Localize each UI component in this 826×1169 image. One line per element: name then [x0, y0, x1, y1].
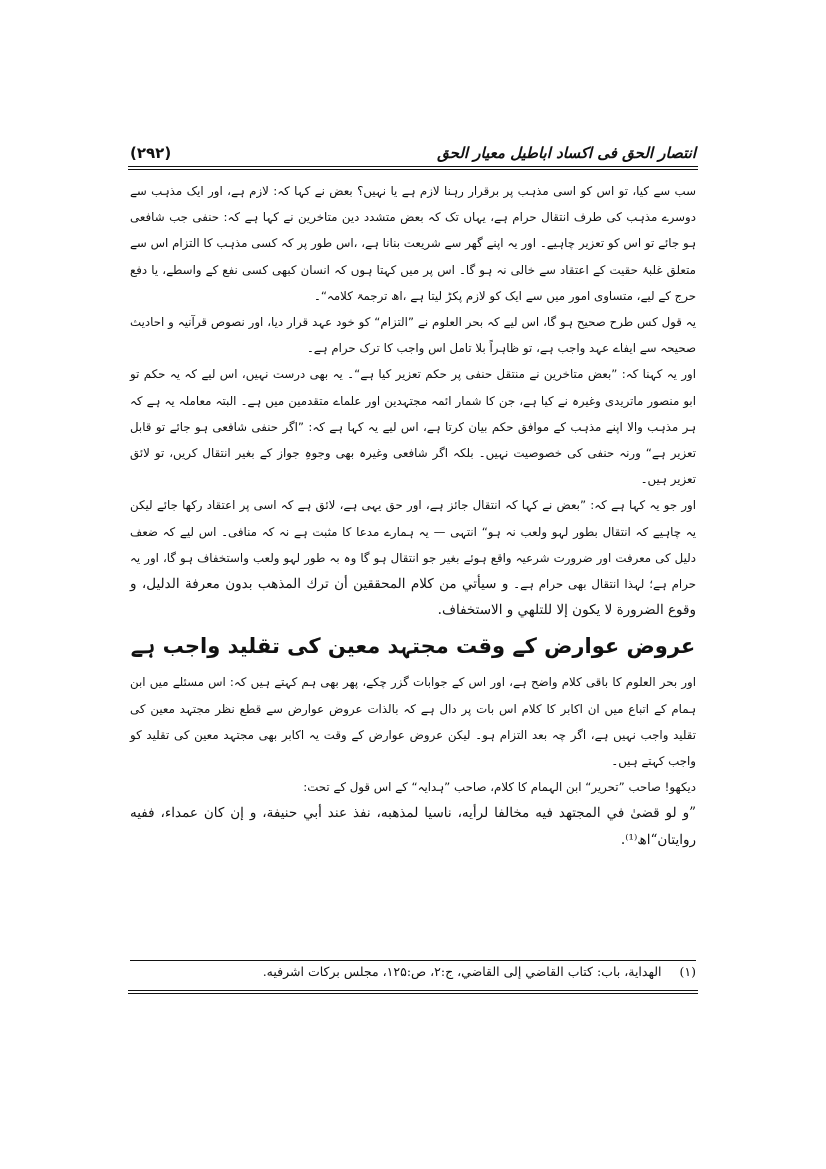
section-heading: عروض عوارض کے وقت مجتہد معین کی تقلید واجب ہے: [130, 634, 696, 659]
paragraph-1: سب سے کیا، تو اس کو اسی مذہب پر برقرار رہنا لازم ہے یا نہیں؟ بعض نے کہا کہ: لازم ہے، اور ایک مذہب سے دوسرے مذہب کی طرف انتقال حرام ہے، یہاں تک کہ بعض متشدد دین متاخرین نے کہا ہے کہ: حنفی جب شافعی ہو جائے تو اس کو تعزیر چاہیے۔ اور یہ اپنے گھر سے شریعت بنانا ہے، ،اس طور پر کہ کسی مذہب کا التزام اس سے متعلق غلبۂ حقیت کے اعتقاد سے خالی نہ ہو گا۔ اس پر میں کہتا ہوں کہ انسان کبھی کسی نفع کے واسطے، یا دفع حرج کے لیے، متساوی امور میں سے ایک کو لازم پکڑ لیتا ہے ،اھ ترجمۃ کلامہ“۔: [130, 184, 696, 303]
footer-rule: [128, 990, 698, 991]
body-text: [130, 178, 696, 853]
footnote-text: الهدایة، باب: کتاب القاضي إلی القاضي، ج:۲، ص:۱۲۵، مجلس برکات اشرفیه.: [262, 964, 662, 979]
page-header: [130, 132, 696, 162]
header-rule: [128, 166, 698, 167]
paragraph-4: [130, 492, 696, 623]
footer-rule-double: [128, 993, 698, 994]
footnote-number: (۱): [679, 964, 696, 979]
paragraph-4-arabic: و سیأتي من کلام المحققین أن ترك المذهب بدون معرفة الدلیل، و وقوع الضرورة لا یکون إلا للتلهي و الاستخفاف.: [130, 576, 696, 619]
page-number: (۲۹۲): [130, 144, 172, 162]
arabic-quote: ”و لو قضیٰ في المجتهد فیه مخالفا لرأیه، ناسیا لمذهبه، نفذ عند أبي حنیفة، و إن کان عمداء، ففیه روایتان“اھ⁽¹⁾.: [130, 805, 696, 848]
footnote-rule: [130, 960, 696, 961]
running-title: انتصار الحق فی اکساد اباطیل معیار الحق: [437, 144, 696, 162]
paragraph-2: یہ قول کس طرح صحیح ہو گا، اس لیے کہ بحر العلوم نے ”التزام“ کو خود عہد قرار دیا، اور نصوص قرآنیہ و احادیث صحیحہ سے ایفاے عہد واجب ہے، تو ظاہراً بلا تامل اس واجب کا ترک حرام ہے۔: [130, 315, 696, 356]
paragraph-3: اور یہ کہنا کہ: ”بعض متاخرین نے منتقل حنفی پر حکم تعزیر کیا ہے“۔ یہ بھی درست نہیں، اس لیے کہ یہ حکم تو ابو منصور ماتریدی وغیرہ نے کیا ہے، جن کا شمار ائمہ مجتہدین اور علماے متقدمین میں ہے۔ البتہ معاملہ یہ ہے کہ ہر مذہب والا اپنے مذہب کے موافق حکم بیان کرتا ہے، اس لیے یہ کہا ہے کہ: ”اگر حنفی شافعی ہو جائے تو قابل تعزیر ہے“ ورنہ حنفی کی خصوصیت نہیں۔ بلکہ اگر شافعی وغیرہ بھی وجوہِ جواز کے بغیر انتقال کریں، تو لائق تعزیر ہیں۔: [130, 367, 696, 487]
paragraph-6: دیکھو! صاحب ”تحریر“ ابن الہمام کا کلام، صاحب ”ہدایہ“ کے اس قول کے تحت:: [303, 780, 696, 795]
paragraph-4-urdu: اور جو یہ کہا ہے کہ: ”بعض نے کہا کہ انتقال جائز ہے، اور حق یہی ہے، لائق ہے کہ اسی پر اعتقاد رکھا جائے لیکن یہ چاہیے کہ انتقال بطور لہو ولعب نہ ہو“ انتہی — یہ ہمارے مدعا کا مثبت ہے نہ کہ منافی۔ اس لیے کہ ضعف دلیل کی معرفت اور ضرورت شرعیہ واقع ہوئے بغیر جو انتقال ہو گا وہ بہ طور لہو ولعب واستخفاف ہو گا، اور یہ حرام ہے؛ لہذا انتقال بھی حرام ہے۔: [130, 498, 696, 592]
paragraph-5: اور بحر العلوم کا باقی کلام واضح ہے، اور اس کے جوابات گزر چکے، پھر بھی ہم کہتے ہیں کہ: اس مسئلے میں ابن ہمام کے اتباع میں ان اکابر کا کلام اس بات پر دال ہے کہ بالذات عروض عوارض سے قطع نظر مجتہد معین کی تقلید واجب نہیں ہے، اگر چہ بعد التزام ہو۔ لیکن عروض عوارض کے وقت یہ اکابر بھی مجتہد معین کی تقلید کو واجب کہتے ہیں۔: [130, 675, 696, 769]
footnote: [130, 964, 696, 979]
header-rule-double: [128, 169, 698, 170]
